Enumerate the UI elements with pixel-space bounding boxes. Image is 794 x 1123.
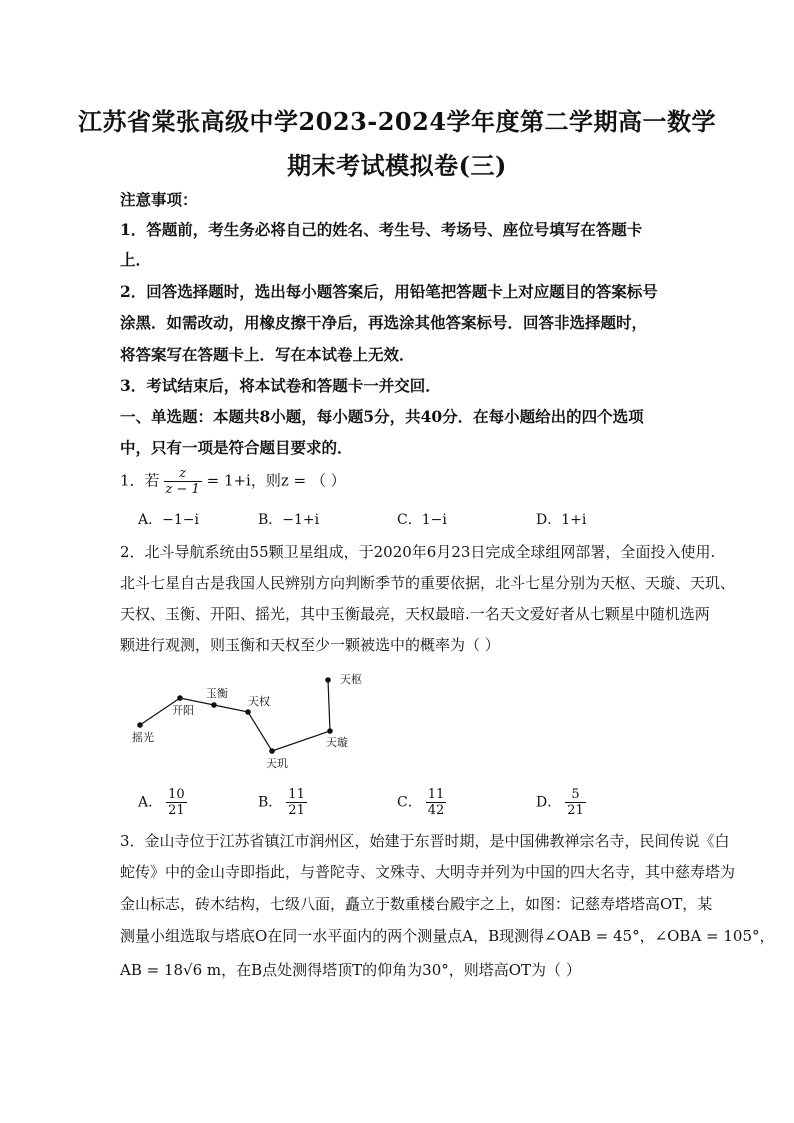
big-dipper-diagram [120, 668, 380, 780]
q2-option-b-num: 11 [288, 787, 305, 802]
notes-heading: 注意事项： [120, 190, 198, 209]
q2-option-b-den: 21 [288, 803, 305, 818]
q2-line2: 北斗七星自古是我国人民辨别方向判断季节的重要依据，北斗七星分别为天枢、天璇、天玑、 [120, 574, 736, 592]
q2-option-d [536, 787, 586, 818]
big-dipper-lines [140, 680, 330, 751]
q2-option-c-letter: C． [397, 794, 422, 811]
q2-option-a-num: 10 [168, 787, 185, 802]
label-tianxuan: 天璇 [326, 736, 348, 749]
label-kaiyang: 开阳 [172, 704, 194, 717]
q1-frac-num: z [164, 466, 202, 482]
q2-option-a-letter: A． [138, 794, 163, 811]
q3-line1: 3．金山寺位于江苏省镇江市润州区，始建于东晋时期，是中国佛教禅宗名寺，民间传说《白 [120, 832, 730, 850]
q2-option-a-den: 21 [168, 803, 185, 818]
star-yaoguang [137, 722, 143, 728]
q1-prefix: 1．若 [120, 471, 160, 490]
section1-heading-line1: 一、单选题：本题共8小题，每小题5分，共40分．在每小题给出的四个选项 [120, 407, 644, 426]
question-1 [120, 466, 680, 497]
q2-line4: 颗进行观测，则玉衡和天权至少一颗被选中的概率为（ ） [120, 636, 500, 654]
note-1-line1: 1．答题前，考生务必将自己的姓名、考生号、考场号、座位号填写在答题卡 [120, 220, 643, 239]
note-2-line2: 涂黑．如需改动，用橡皮擦干净后，再选涂其他答案标号．回答非选择题时， [120, 313, 648, 332]
q1-option-a: A．−1−i [138, 512, 199, 528]
note-3: 3．考试结束后，将本试卷和答题卡一并交回． [120, 376, 441, 395]
q1-suffix: = 1+i，则z = （ ） [206, 471, 346, 490]
q1-option-d: D．1+i [536, 512, 587, 528]
star-tianshu [325, 677, 331, 683]
star-tianquan [245, 709, 251, 715]
q3-line4: 测量小组选取与塔底O在同一水平面内的两个测量点A，B现测得∠OAB = 45°，∠OBA = 105°， [120, 927, 775, 945]
star-yuheng [211, 702, 217, 708]
star-kaiyang [177, 695, 183, 701]
q1-option-b: B．−1+i [258, 512, 320, 528]
q1-option-c: C．1−i [397, 512, 447, 528]
label-yuheng: 玉衡 [206, 687, 228, 700]
q2-option-c [397, 787, 446, 818]
q1-frac-den: z − 1 [165, 482, 200, 497]
label-tianquan: 天权 [248, 695, 270, 708]
q2-option-c-den: 42 [427, 803, 445, 818]
q2-line1: 2．北斗导航系统由55颗卫星组成，于2020年6月23日完成全球组网部署，全面投入使用. [120, 543, 716, 561]
q1-fraction [164, 466, 202, 497]
q2-option-d-num: 5 [565, 787, 586, 803]
q2-option-b-letter: B． [258, 794, 283, 811]
section1-heading-line2: 中，只有一项是符合题目要求的． [120, 438, 353, 457]
q2-line3: 天权、玉衡、开阳、摇光，其中玉衡最亮，天权最暗.一名天文爱好者从七颗星中随机选两 [120, 605, 710, 623]
note-2-line1: 2．回答选择题时，选出每小题答案后，用铅笔把答题卡上对应题目的答案标号 [120, 282, 658, 301]
star-tianxuan [327, 728, 333, 734]
q2-option-d-letter: D． [536, 794, 562, 811]
q3-line2: 蛇传》中的金山寺即指此，与普陀寺、文殊寺、大明寺并列为中国的四大名寺，其中慈寿塔为 [120, 863, 736, 881]
label-yaoguang: 摇光 [132, 731, 154, 744]
note-2-line3: 将答案写在答题卡上．写在本试卷上无效． [120, 345, 415, 364]
q3-line3: 金山标志，砖木结构，七级八面，矗立于数重楼台殿宇之上，如图：记慈寿塔塔高OT，某 [120, 895, 713, 913]
star-tianji [269, 748, 275, 754]
note-1-line2: 上． [120, 250, 152, 269]
q2-option-c-num: 11 [427, 787, 445, 802]
q3-line5: AB = 18√6 m，在B点处测得塔顶T的仰角为30°，则塔高OT为（ ） [120, 961, 581, 979]
q2-option-b [258, 787, 307, 818]
q2-option-d-den: 21 [567, 803, 584, 818]
label-tianji: 天玑 [266, 757, 288, 770]
exam-title-line2: 期末考试模拟卷(三) [287, 151, 507, 180]
exam-title-line1: 江苏省棠张高级中学2023-2024学年度第二学期高一数学 [77, 107, 717, 136]
label-tianshu: 天枢 [340, 673, 362, 686]
q2-option-a [138, 787, 187, 818]
